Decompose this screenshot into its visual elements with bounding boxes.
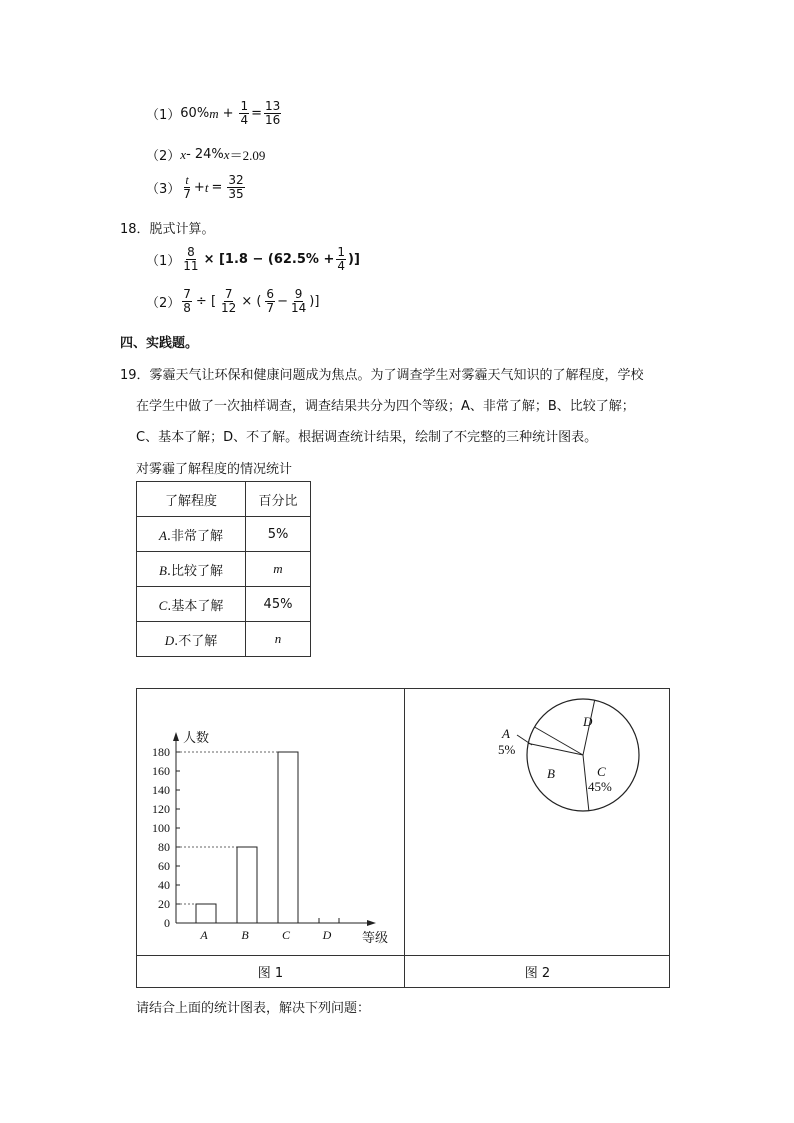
y-tick-label: 80 [158,840,170,854]
pie-value-A: 5% [498,742,516,757]
y-axis-arrow [173,732,179,741]
y-tick-label: 100 [152,821,170,835]
x-tick-label: A [200,928,208,942]
fraction-den: 8 [183,301,191,315]
fraction [264,100,281,127]
fraction-den: 7 [183,187,191,201]
problem19-line1: 19．雾霾天气让环保和健康问题成为焦点。为了调查学生对雾霾天气知识的了解程度，学校 [120,368,644,383]
x-tick-label: C [281,928,291,942]
level-label: .非常了解 [166,528,224,544]
fraction-num: 1 [240,99,249,113]
bar-B [237,847,257,923]
table-header: 百分比 [246,482,311,517]
problem17-item3 [146,174,247,201]
level-letter: C [158,597,168,613]
fraction-den: 4 [240,113,249,127]
pie-label-C: C [597,764,606,779]
math-var: t [204,179,209,195]
math-text: × [1.8 − (62.5% + [203,252,335,267]
level-label: .比较了解 [166,563,224,579]
level-letter: D [164,632,175,648]
math-text: )] [348,252,360,267]
fraction-den: 11 [183,259,199,273]
y-tick-label: 140 [152,783,170,797]
math-var: m [209,105,219,121]
fraction-num: 8 [187,245,195,259]
fraction [220,288,237,315]
table-cell [137,517,246,552]
fraction [182,288,192,315]
level-label: .不了解 [174,633,218,649]
y-tick-label: 40 [158,878,170,892]
table-cell: 45% [246,587,311,622]
table-header-row [137,482,311,517]
fraction [336,246,346,273]
fraction [265,288,275,315]
math-op: + [193,180,205,195]
table-cell [137,587,246,622]
level-letter: B [158,562,167,578]
fraction-num: 6 [266,287,275,301]
y-tick-label: 120 [152,802,170,816]
math-var: x [223,146,230,162]
math-text: )] [309,294,320,309]
item-index: （2） [146,149,181,164]
table-row [137,552,311,587]
fraction [182,174,192,201]
fraction-num: 32 [228,173,244,187]
table-cell [137,622,246,657]
y-axis-label: 人数 [183,730,210,745]
fraction [182,246,199,273]
item-index: （3） [146,182,181,197]
fraction [290,288,307,315]
fraction-den: 35 [228,187,244,201]
item-index: （1） [146,108,181,123]
math-text: - 24% [186,147,224,162]
fraction-num: 9 [294,287,303,301]
fraction-num: 7 [224,287,233,301]
figure1-caption: 图 1 [257,966,284,981]
fraction-den: 4 [337,259,345,273]
math-var: x [180,146,187,162]
table-cell [137,552,246,587]
bar-C [278,752,298,923]
problem17-item1 [146,100,283,127]
table-cell: n [246,622,311,657]
fraction-den: 12 [221,301,237,315]
y-tick-label: 0 [164,916,170,930]
fraction [227,174,244,201]
math-text: 60% [180,106,210,121]
y-tick-label: 160 [152,764,170,778]
math-text: ＝2.09 [229,148,266,163]
y-tick-label: 180 [152,745,170,759]
problem18-item1 [146,246,360,273]
table-row [137,622,311,657]
problem17-item2 [146,145,265,164]
table-cell: 5% [246,517,311,552]
item-index: （1） [146,254,181,269]
x-tick-label: B [241,928,249,942]
problem18-item2 [146,288,319,315]
table-header: 了解程度 [137,482,246,517]
fraction-den: 14 [290,301,307,315]
fraction-num: 13 [265,99,281,113]
table-row [137,517,311,552]
y-tick-label: 60 [158,859,170,873]
fraction-num: 1 [337,245,345,259]
x-axis-arrow [367,920,376,926]
table-cell: m [246,552,311,587]
math-op: × ( [241,294,262,309]
y-tick-label: 20 [158,897,170,911]
math-op: = [251,106,263,121]
bar-chart [137,689,403,954]
math-op: = [211,180,223,195]
item-index: （2） [146,296,181,311]
level-letter: A [158,527,167,543]
pie-chart [405,689,671,954]
pie-value-C: 45% [588,779,612,794]
closing-text: 请结合上面的统计图表，解决下列问题： [136,1001,371,1016]
pie-label-A: A [502,726,510,741]
figures-frame [136,688,670,988]
level-table [136,481,311,657]
fraction [239,100,249,127]
pie-label-B: B [547,766,555,781]
frame-divider [137,955,669,956]
table-title: 对雾霾了解程度的情况统计 [136,462,293,477]
section4-title: 四、实践题。 [120,336,199,351]
fraction-num: 7 [183,287,191,301]
problem19-line2: 在学生中做了一次抽样调查，调查结果共分为四个等级；A、非常了解；B、比较了解； [136,399,635,414]
problem18-title: 18．脱式计算。 [120,222,215,237]
fraction-num: t [185,173,189,187]
figure2-caption: 图 2 [524,966,551,981]
fraction-den: 7 [266,301,275,315]
fraction-den: 16 [265,113,281,127]
math-op: − [277,294,288,309]
x-axis-label: 等级 [362,930,389,945]
x-tick-label: D [322,928,332,942]
bar-A [196,904,216,923]
pie-label-D: D [583,714,593,729]
level-label: .基本了解 [167,598,224,614]
math-op: + [222,106,234,121]
table-row [137,587,311,622]
math-op: ÷ [ [195,294,217,309]
problem19-line3: C、基本了解；D、不了解。根据调查统计结果，绘制了不完整的三种统计图表。 [136,430,598,445]
